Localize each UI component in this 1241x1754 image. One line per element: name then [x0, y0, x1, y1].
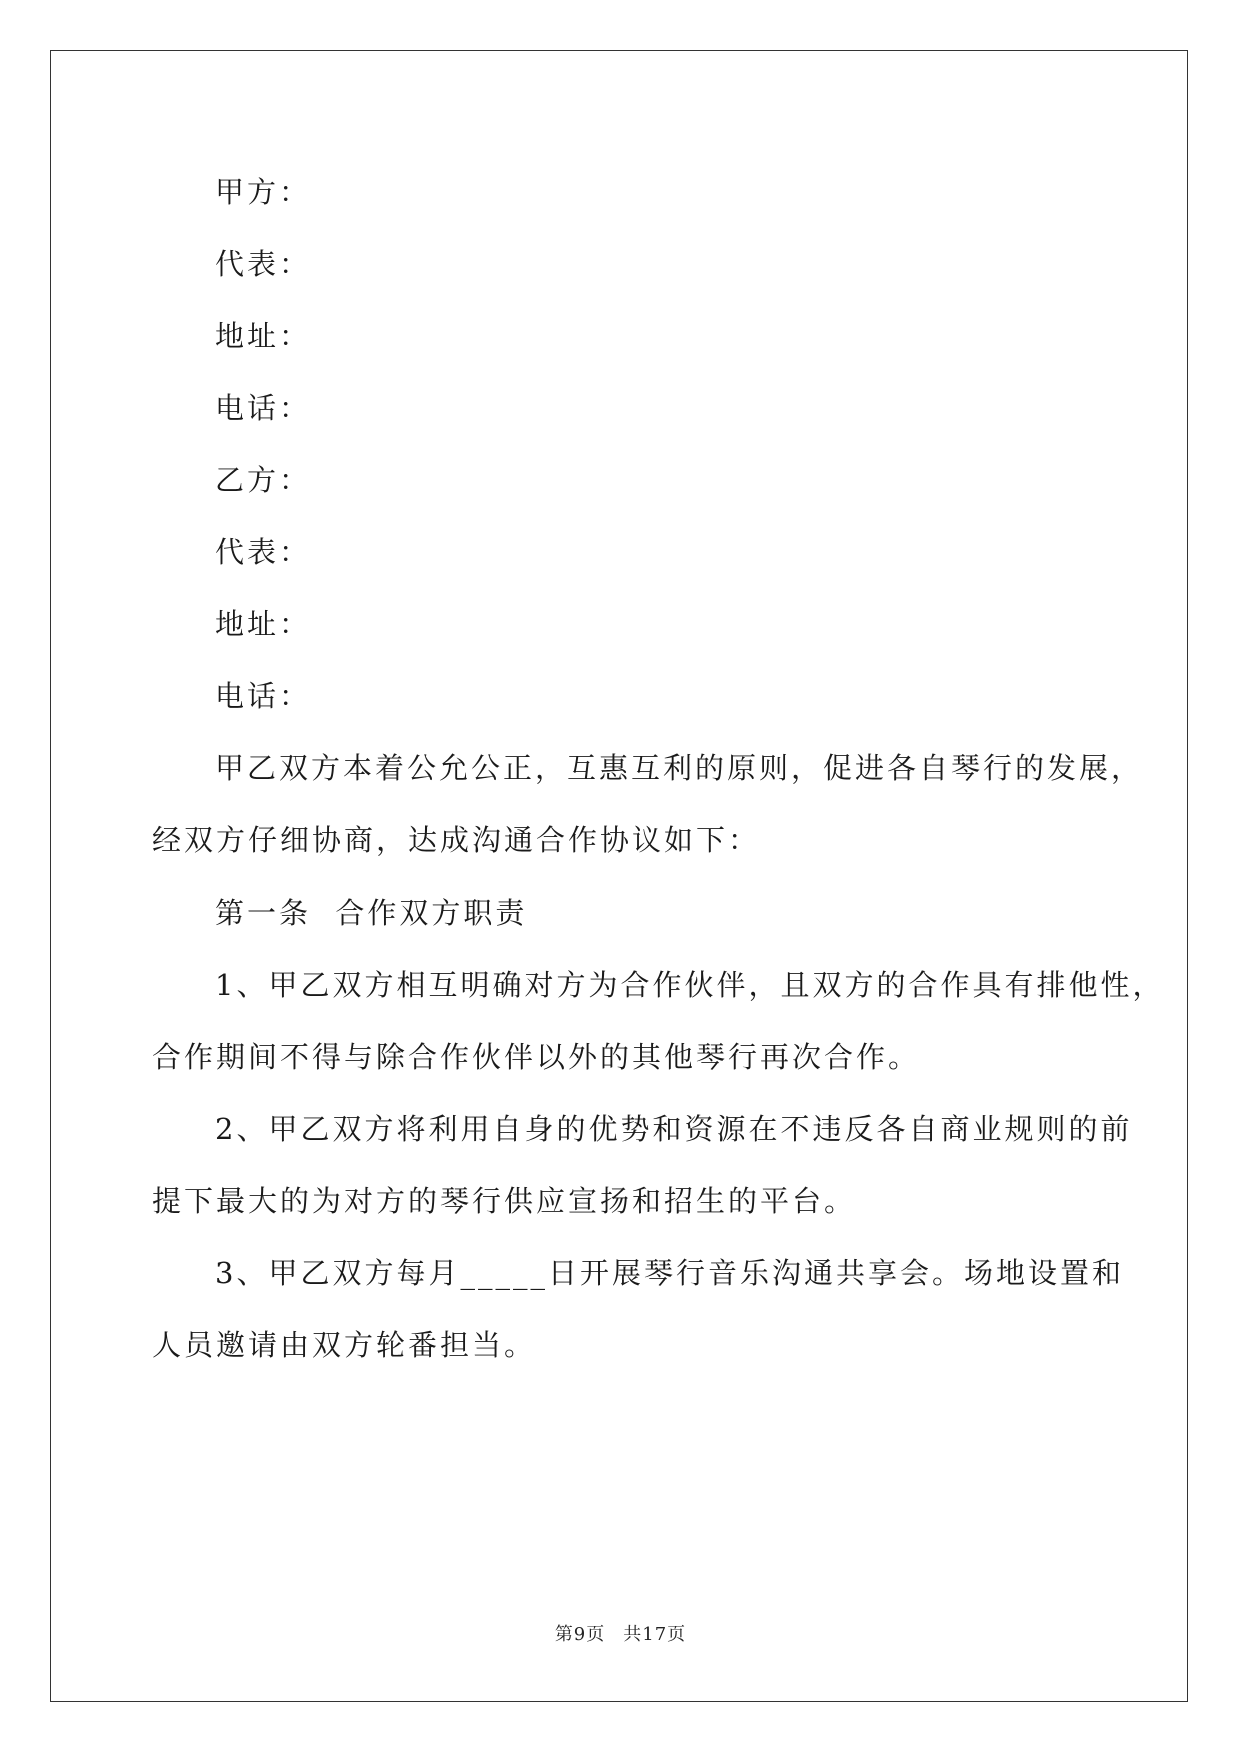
party-a-representative: 代表： — [215, 247, 312, 281]
page-number-total: 共17页 — [623, 1624, 687, 1645]
party-b-representative: 代表： — [215, 535, 312, 569]
article-1-item-1-line-2: 合作期间不得与除合作伙伴以外的其他琴行再次合作。 — [152, 1040, 921, 1074]
party-a-label: 甲方： — [215, 175, 312, 209]
preamble-line-2: 经双方仔细协商，达成沟通合作协议如下： — [152, 823, 761, 857]
article-1-item-2-line-1: 2、甲乙双方将利用自身的优势和资源在不违反各自商业规则的前 — [215, 1112, 1133, 1146]
article-1-item-2-line-2: 提下最大的为对方的琴行供应宣扬和招生的平台。 — [152, 1184, 857, 1218]
party-a-address: 地址： — [215, 319, 312, 353]
page-footer — [0, 1620, 1241, 1646]
party-b-phone: 电话： — [215, 679, 312, 713]
article-1-item-3-line-2: 人员邀请由双方轮番担当。 — [152, 1328, 537, 1362]
page-number-current: 第9页 — [554, 1624, 606, 1645]
article-1-item-3-line-1: 3、甲乙双方每月_____日开展琴行音乐沟通共享会。场地设置和 — [215, 1256, 1124, 1290]
preamble-line-1: 甲乙双方本着公允公正，互惠互利的原则，促进各自琴行的发展， — [215, 751, 1144, 785]
party-b-label: 乙方： — [215, 463, 312, 497]
page-border — [50, 50, 1188, 1702]
party-b-address: 地址： — [215, 607, 312, 641]
article-1-heading: 第一条 合作双方职责 — [215, 896, 528, 930]
article-1-item-1-line-1: 1、甲乙双方相互明确对方为合作伙伴，且双方的合作具有排他性， — [215, 968, 1165, 1002]
party-a-phone: 电话： — [215, 391, 312, 425]
